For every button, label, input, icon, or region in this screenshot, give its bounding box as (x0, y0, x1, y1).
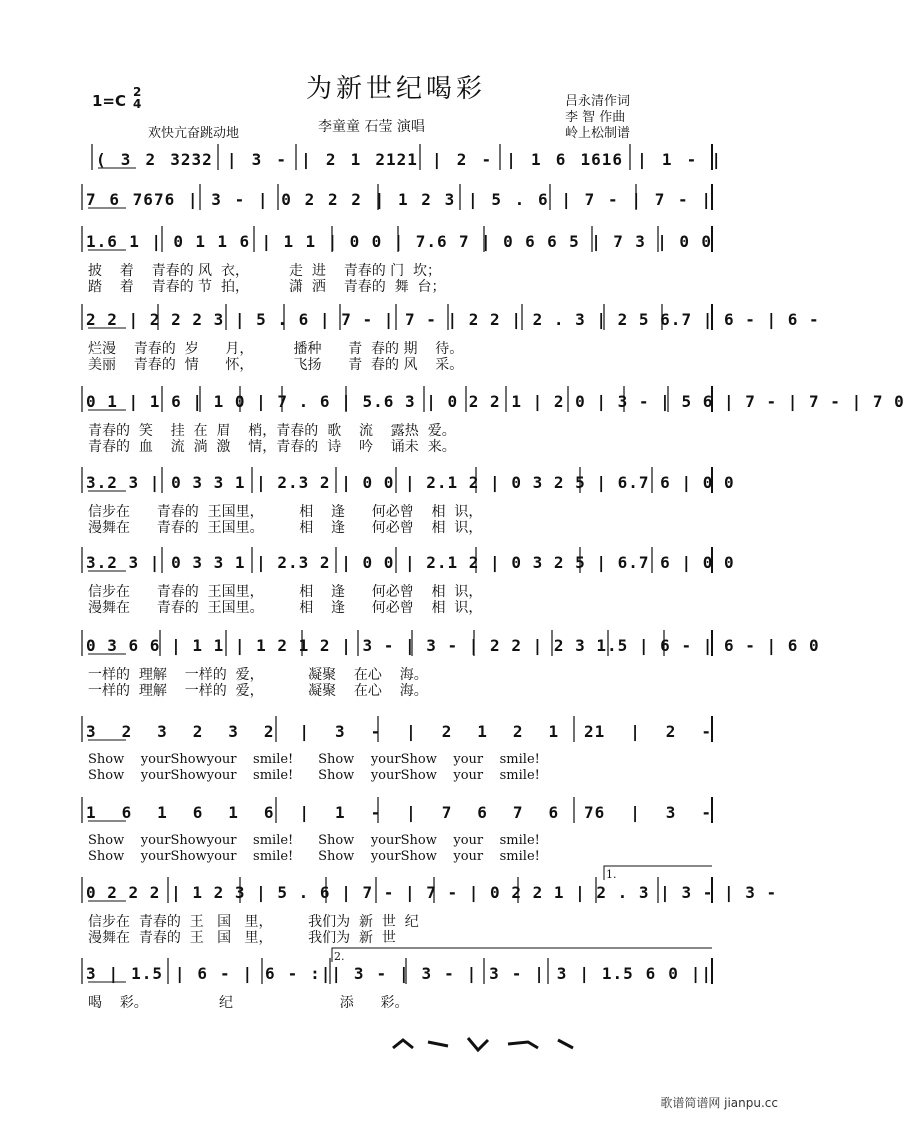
notation-line: 2 2 | 2 2 2 3 | 5 . 6 | 7 - | 7 - | 2 2 | 2 . 3 | 2 5 6.7 | 6 - | 6 - (86, 310, 820, 329)
lyric-line: 漫舞在 青春的 王国里。 相 逢 何必曾 相 识， (88, 520, 483, 536)
notation-line: 1.6 1 | 0 1 1 6 | 1 1 | 0 0 | 7.6 7 | 0 6 6 5 | 7 3 | 0 0 (86, 232, 712, 251)
lyric-line: 青春的 笑 挂 在 眉 梢，青春的 歌 流 露热 爱。 (88, 423, 456, 439)
lyric-line: 信步在 青春的 王国里， 相 逢 何必曾 相 识， (88, 584, 483, 600)
notation-line: 3 2 3 2 3 2 | 3 - | 2 1 2 1 21 | 2 - (86, 722, 712, 741)
song-title: 为新世纪喝彩 (305, 74, 486, 104)
meter-bottom: 4 (133, 97, 142, 111)
lyric-line: 信步在 青春的 王 国 里， 我们为 新 世 纪 (88, 914, 419, 930)
notation-line: 3.2 3 | 0 3 3 1 | 2.3 2 | 0 0 | 2.1 2 | 0 3 2 5 | 6.7 6 | 0 0 (86, 473, 735, 492)
volta-second: 2. (334, 950, 345, 963)
site-watermark: 歌谱简谱网 jianpu.cc (660, 1096, 778, 1110)
notation-line: 1 6 1 6 1 6 | 1 - | 7 6 7 6 76 | 3 - (86, 803, 712, 822)
arranger-credit: 岭上松制谱 (565, 126, 631, 141)
lyricist-credit: 吕永清作词 (565, 94, 631, 109)
notation-line: 0 2 2 2 | 1 2 3 | 5 . 6 | 7 - | 7 - | 0 2 2 1 | 2 . 3 | 3 - | 3 - (86, 883, 778, 902)
lyric-line: 喝 彩。 纪 添 彩。 (88, 995, 409, 1011)
tempo-marking: 欢快亢奋跳动地 (148, 126, 240, 141)
lyric-line: 一样的 理解 一样的 爱， 凝聚 在心 海。 (88, 683, 428, 699)
notation-line: 0 1 | 1 6 | 1 0 | 7 . 6 | 5.6 3 | 0 2 2 1 | 2 0 | 3 - | 5 6 | 7 - | 7 - | 7 0 (86, 392, 905, 411)
lyric-line: 信步在 青春的 王国里， 相 逢 何必曾 相 识， (88, 504, 483, 520)
volta-first: 1. (606, 868, 617, 881)
notation-line: ( 3 2 3232 | 3 - | 2 1 2121 | 2 - | 1 6 1616 | 1 - | (96, 150, 722, 169)
notation-line: 0 3 6 6 | 1 1 | 1 2 1 2 | 3 - | 3 - | 2 2 | 2 3 1.5 | 6 - | 6 - | 6 0 (86, 636, 820, 655)
lyric-line: Show yourShowyour smile! Show yourShow your smile! (88, 849, 540, 864)
lyric-line: 踏 着 青春的 节 拍， 潇 洒 青春的 舞 台； (88, 279, 446, 295)
key-signature: 1=C (92, 92, 127, 110)
singers-credit: 李童童 石莹 演唱 (318, 119, 425, 135)
lyric-line: 青春的 血 流 淌 激 情，青春的 诗 吟 诵未 来。 (88, 439, 456, 455)
lyric-line: 漫舞在 青春的 王国里。 相 逢 何必曾 相 识， (88, 600, 483, 616)
notation-line: 3 | 1.5 | 6 - | 6 - :|| 3 - | 3 - | 3 - | 3 | 1.5 6 0 || (86, 964, 712, 983)
composer-credit: 李 智 作曲 (565, 110, 626, 125)
notation-line: 7 6 7676 | 3 - | 0 2 2 2 | 1 2 3 | 5 . 6 | 7 - | 7 - | (86, 190, 712, 209)
lyric-line: Show yourShowyour smile! Show yourShow your smile! (88, 752, 540, 767)
lyric-line: 美丽 青春的 情 怀， 飞扬 青 春的 风 采。 (88, 357, 464, 373)
lyric-line: 烂漫 青春的 岁 月， 播种 青 春的 期 待。 (88, 341, 464, 357)
lyric-line: Show yourShowyour smile! Show yourShow your smile! (88, 833, 540, 848)
lyric-line: 披 着 青春的 风 衣， 走 进 青春的 门 坎； (88, 263, 442, 279)
meter-top: 2 (133, 85, 142, 99)
lyric-line: 一样的 理解 一样的 爱， 凝聚 在心 海。 (88, 667, 428, 683)
lyric-line: Show yourShowyour smile! Show yourShow your smile! (88, 768, 540, 783)
lyric-line: 漫舞在 青春的 王 国 里， 我们为 新 世 (88, 930, 396, 946)
notation-line: 3.2 3 | 0 3 3 1 | 2.3 2 | 0 0 | 2.1 2 | 0 3 2 5 | 6.7 6 | 0 0 (86, 553, 735, 572)
